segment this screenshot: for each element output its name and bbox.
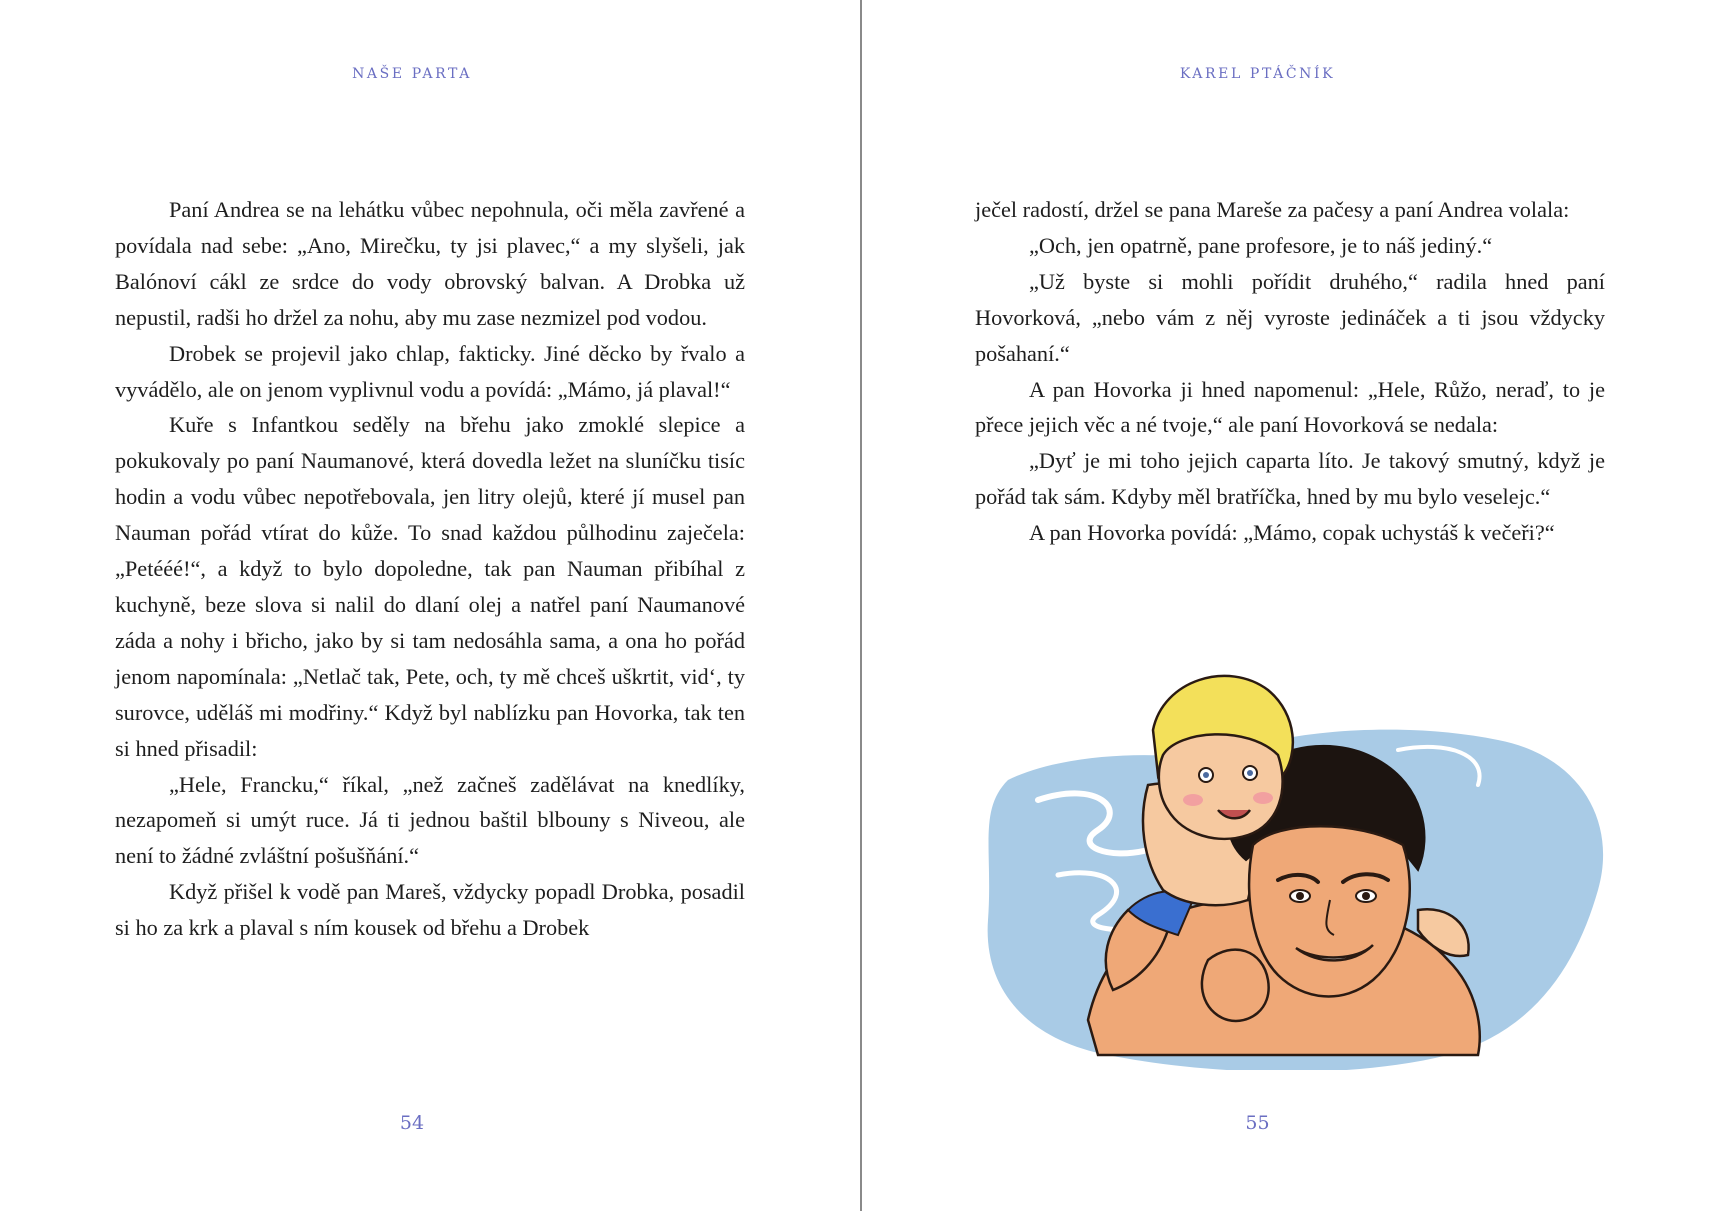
running-head-right: KAREL PTÁČNÍK [1179, 66, 1336, 82]
man-hand-left [1202, 950, 1269, 1021]
boy-face [1159, 734, 1283, 838]
paragraph: ječel radostí, držel se pana Mareše za pačesy a paní Andrea volala: [975, 197, 1570, 222]
right-page-text [975, 192, 1605, 551]
right-page [862, 0, 1713, 1211]
page-number-right: 55 [1245, 1112, 1270, 1134]
paragraph: A pan Hovorka ji hned napomenul: „Hele, Růžo, neraď, to je přece jejich věc a né tvoje,“ ale paní Hovorková se nedala: [975, 376, 1605, 438]
running-head-left: NAŠE PARTA [352, 66, 472, 82]
paragraph: „Už byste si mohli pořídit druhého,“ radila hned paní Hovorková, „nebo vám z něj vyroste jedináček a ti jsou vždycky pošahaní.“ [975, 268, 1605, 366]
paragraph: Drobek se projevil jako chlap, fakticky. Jiné děcko by řvalo a vyvádělo, ale on jenom vyplivnul vodu a povídá: „Mámo, já plaval!“ [115, 340, 745, 402]
swimming-illustration [978, 660, 1608, 1070]
paragraph: „Dyť je mi toho jejich caparta líto. Je takový smutný, když je pořád tak sám. Kdyby měl bratříčka, hned by mu bylo veselejc.“ [975, 448, 1605, 510]
paragraph: Kuře s Infantkou seděly na břehu jako zmoklé slepice a pokukovaly po paní Naumanové, která dovedla ležet na sluníčku tisíc hodin a vodu vůbec nepotřebovala, jen litry olejů, které jí musel pan Nauman pořád vtírat do kůže. To snad každou půlhodinu zaječela: „Petééé!“, a když to bylo dopoledne, tak pan Nauman přibíhal z kuchyně, beze slova si nalil do dlaní olej a natřel paní Naumanové záda a nohy i břicho, jako by si tam nedosáhla sama, a ona ho pořád jenom napomínala: „Netlač tak, Pete, och, ty mě chceš uškrtit, vid‘, ty surovce, uděláš mi modřiny.“ Když byl nablízku pan Hovorka, tak ten si hned přisadil: [115, 412, 745, 761]
left-page-text [115, 192, 745, 946]
paragraph: „Och, jen opatrně, pane profesore, je to náš jediný.“ [1029, 232, 1493, 258]
paragraph: Paní Andrea se na lehátku vůbec nepohnula, oči měla zavřené a povídala nad sebe: „Ano, Mirečku, ty jsi plavec,“ a my slyšeli, jak Balónoví cákl ze srdce do vody obrovský balvan. A Drobka už nepustil, radši ho držel za nohu, aby mu zase nezmizel pod vodou. [115, 197, 745, 330]
page-number-left: 54 [399, 1112, 425, 1134]
paragraph: Když přišel k vodě pan Mareš, vždycky popadl Drobka, posadil si ho za krk a plaval s ním kousek od břehu a Drobek [115, 879, 745, 941]
paragraph: A pan Hovorka povídá: „Mámo, copak uchystáš k večeři?“ [1029, 520, 1555, 546]
paragraph: „Hele, Francku,“ říkal, „než začneš zadělávat na knedlíky, nezapomeň si umýt ruce. Já ti jednou baštil blbouny s Niveou, ale není to žádné zvláštní pošušňání.“ [115, 771, 745, 869]
